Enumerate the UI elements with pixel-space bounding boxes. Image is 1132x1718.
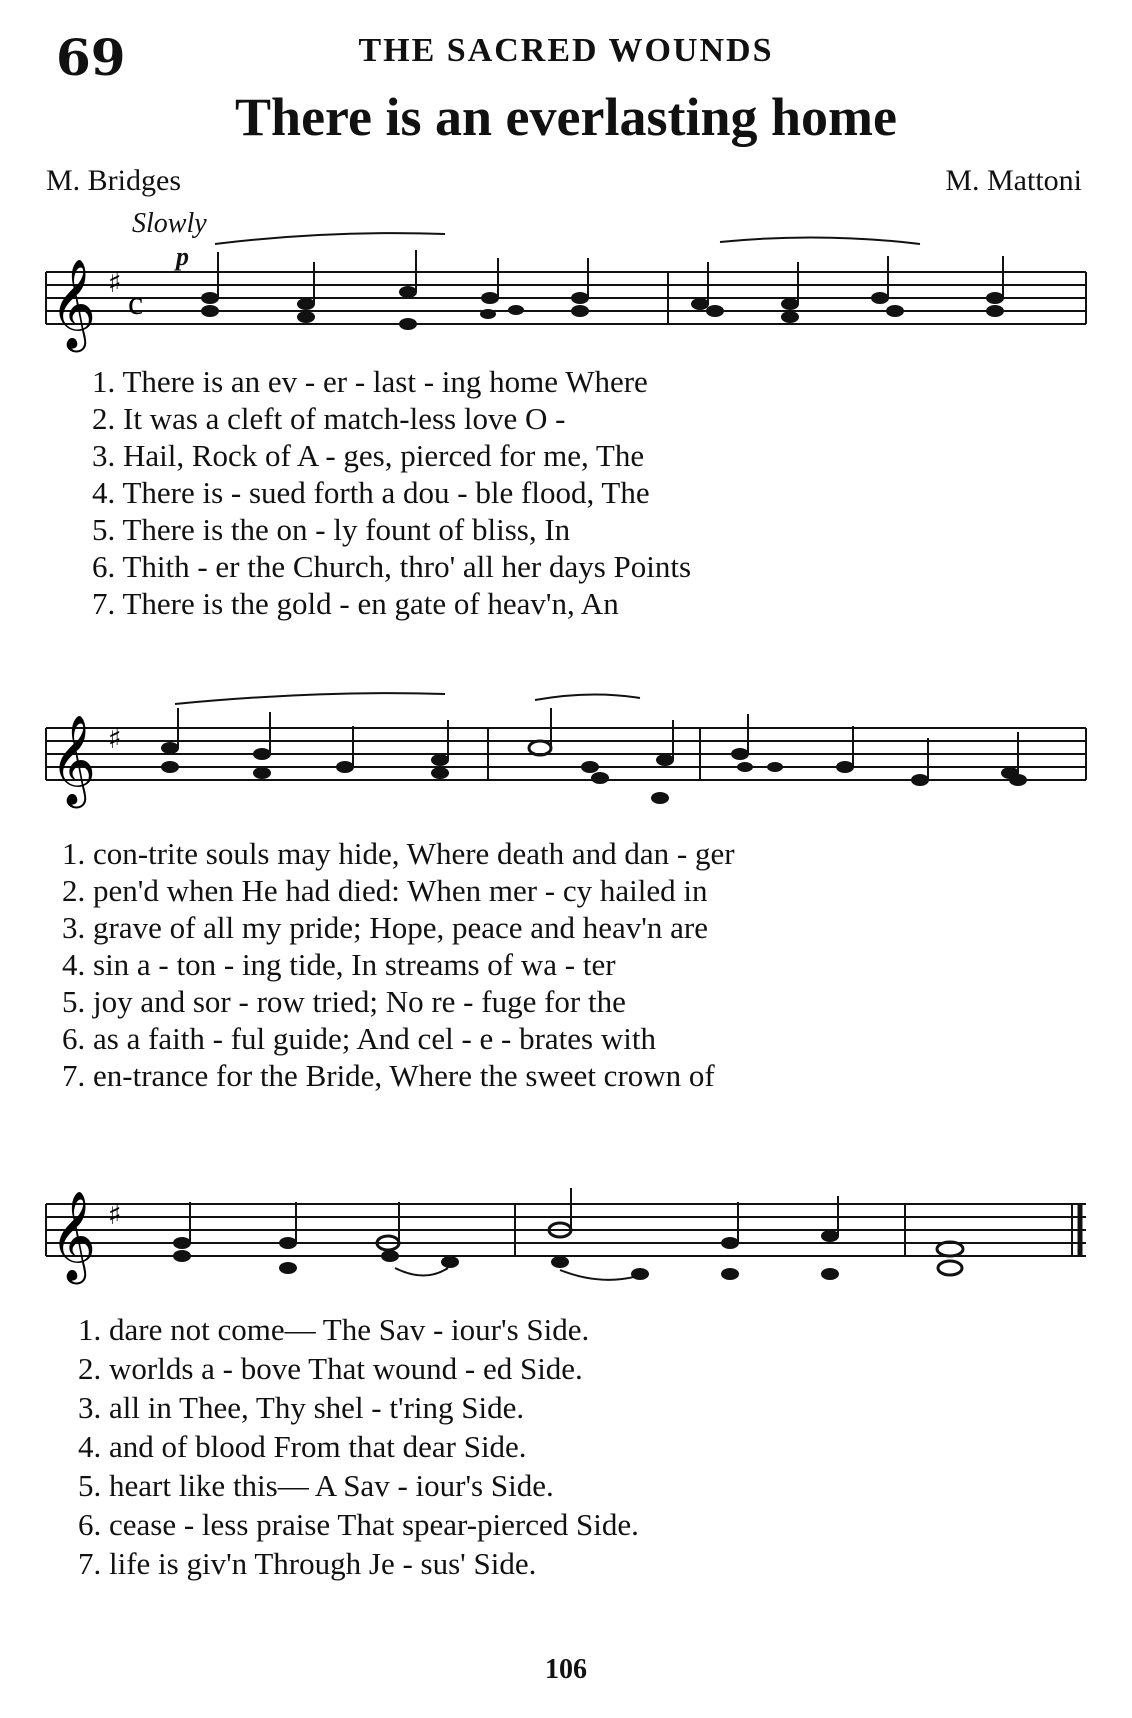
lyric-line: 3. grave of all my pride; Hope, peace and heav'n are	[62, 910, 708, 945]
lyric-line: 6. Thith - er the Church, thro' all her days Points	[92, 549, 692, 584]
music-staff-2	[0, 682, 1132, 832]
hymn-title: There is an everlasting home	[235, 87, 897, 147]
lyric-line: 6. as a faith - ful guide; And cel - e - brates with	[62, 1021, 656, 1056]
treble-clef-icon: 𝄞	[50, 259, 97, 349]
lyric-line: 3. all in Thee, Thy shel - t'ring Side.	[78, 1390, 525, 1425]
lyric-line: 1. There is an ev - er - last - ing home Where	[92, 364, 648, 399]
lyric-line: 4. sin a - ton - ing tide, In streams of wa - ter	[62, 947, 616, 982]
lyric-line: 4. and of blood From that dear Side.	[78, 1429, 527, 1464]
key-signature-icon: ♯	[108, 1198, 122, 1231]
page-number: 106	[545, 1654, 587, 1685]
section-title: THE SACRED WOUNDS	[358, 32, 774, 69]
lyric-line: 2. worlds a - bove That wound - ed Side.	[78, 1351, 583, 1386]
lyric-line: 7. There is the gold - en gate of heav'n, An	[92, 586, 619, 621]
time-signature-icon: c	[128, 285, 144, 322]
composer: M. Mattoni	[945, 164, 1082, 197]
music-staff-1	[0, 222, 1132, 362]
lyric-line: 2. pen'd when He had died: When mer - cy hailed in	[62, 873, 708, 908]
author: M. Bridges	[46, 164, 181, 197]
hymn-number: 69	[56, 28, 126, 87]
lyric-line: 7. life is giv'n Through Je - sus' Side.	[78, 1546, 537, 1581]
lyric-line: 7. en-trance for the Bride, Where the sweet crown of	[62, 1058, 715, 1093]
lyric-line: 2. It was a cleft of match-less love O -	[92, 401, 566, 436]
lyric-line: 5. heart like this— A Sav - iour's Side.	[78, 1468, 554, 1503]
lyric-line: 5. There is the on - ly fount of bliss, In	[92, 512, 571, 547]
tempo-marking: Slowly	[132, 208, 207, 239]
music-staff-3	[0, 1158, 1132, 1308]
lyric-line: 4. There is - sued forth a dou - ble flood, The	[92, 475, 650, 510]
treble-clef-icon: 𝄞	[50, 1191, 97, 1281]
lyric-line: 5. joy and sor - row tried; No re - fuge for the	[62, 984, 626, 1019]
key-signature-icon: ♯	[108, 266, 122, 299]
lyric-line: 1. dare not come— The Sav - iour's Side.	[78, 1312, 590, 1347]
lyric-line: 6. cease - less praise That spear-pierced Side.	[78, 1507, 639, 1542]
treble-clef-icon: 𝄞	[50, 715, 97, 805]
key-signature-icon: ♯	[108, 722, 122, 755]
dynamic-marking: p	[176, 242, 189, 271]
lyric-line: 3. Hail, Rock of A - ges, pierced for me, The	[92, 438, 645, 473]
lyric-line: 1. con-trite souls may hide, Where death and dan - ger	[62, 836, 735, 871]
